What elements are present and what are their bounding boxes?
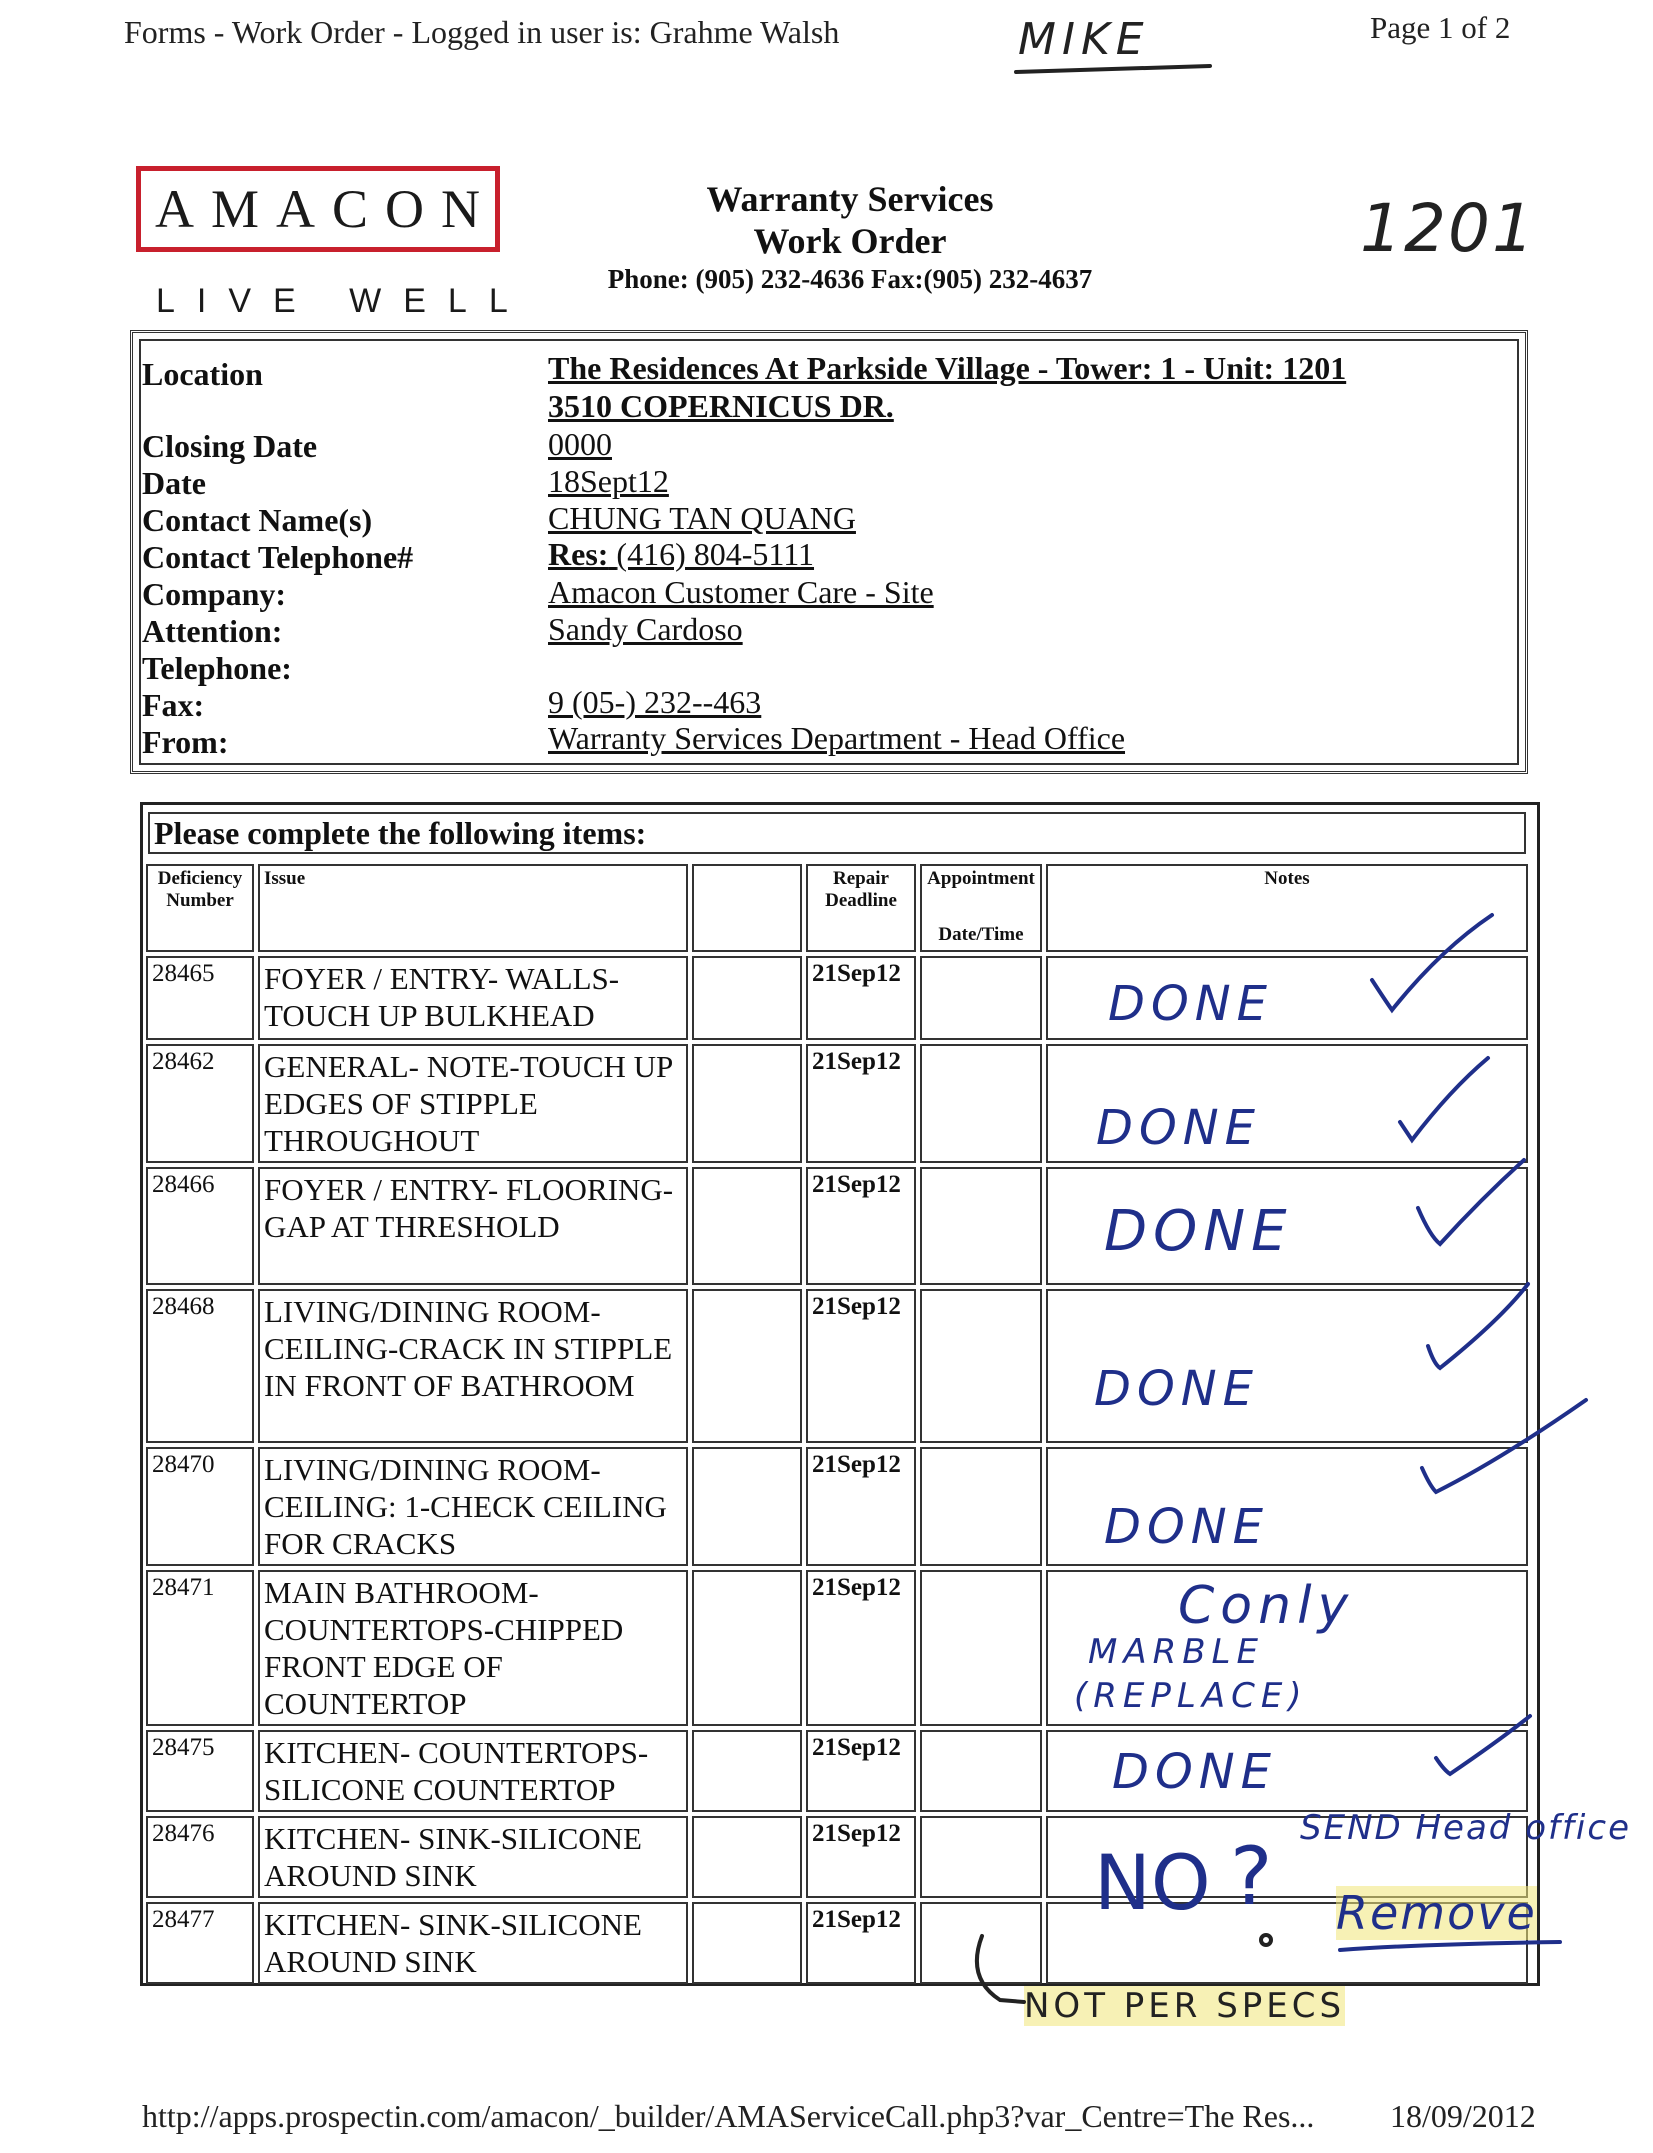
label-closing-date: Closing Date [142,428,318,464]
repair-deadline: 21Sep12 [806,1902,916,1984]
appointment-cell [920,1730,1042,1812]
attention-value: Sandy Cardoso [548,611,743,647]
repair-deadline: 21Sep12 [806,1044,916,1163]
repair-deadline: 21Sep12 [806,956,916,1040]
appointment-cell [920,1044,1042,1163]
contact-phone-number: (416) 804-5111 [616,536,815,572]
issue-text: MAIN BATHROOM- COUNTERTOPS-CHIPPED FRONT EDGE OF COUNTERTOP [258,1570,688,1726]
date-value: 18Sept12 [548,463,669,499]
page-number: Page 1 of 2 [1370,10,1511,45]
handwritten-note: DONE [1094,1361,1259,1417]
header-repair-deadline: Repair Deadline [806,864,916,952]
deficiency-number: 28462 [146,1044,254,1163]
repair-deadline: 21Sep12 [806,1816,916,1898]
notes-cell [1046,1447,1528,1566]
appointment-cell [920,1167,1042,1285]
label-telephone: Telephone: [142,650,292,686]
label-company: Company: [142,576,287,612]
contact-names-value: CHUNG TAN QUANG [548,500,856,536]
notes-cell [1046,1044,1528,1163]
notes-cell [1046,1289,1528,1443]
table-row [146,1447,1528,1566]
issue-text: FOYER / ENTRY- WALLS- TOUCH UP BULKHEAD [258,956,688,1040]
handwritten-send-head-office: SEND Head office [1300,1808,1631,1848]
handwritten-question-mark: ? [1230,1830,1279,1923]
fax-value: 9 (05-) 232--463 [548,684,762,720]
repair-deadline: 21Sep12 [806,1730,916,1812]
header-deficiency: Deficiency Number [146,864,254,952]
deficiency-number: 28466 [146,1167,254,1285]
table-header-row [146,864,1528,952]
handwritten-remove: Remove [1336,1886,1537,1940]
handwritten-no: NO [1094,1838,1211,1927]
issue-text: LIVING/DINING ROOM- CEILING: 1-CHECK CEILING FOR CRACKS [258,1447,688,1566]
blank-cell [692,956,802,1040]
notes-cell [1046,956,1528,1040]
appointment-cell [920,1570,1042,1726]
label-contact-telephone: Contact Telephone# [142,539,414,575]
blank-cell [692,1902,802,1984]
label-fax: Fax: [142,687,205,723]
blank-cell [692,1044,802,1163]
header-issue: Issue [258,864,688,952]
issue-text: FOYER / ENTRY- FLOORING-GAP AT THRESHOLD [258,1167,688,1285]
label-contact-names: Contact Name(s) [142,502,373,538]
location-value: The Residences At Parkside Village - Tower: 1 - Unit: 1201 [548,350,1347,386]
repair-deadline: 21Sep12 [806,1447,916,1566]
handwritten-note: DONE [1104,1499,1269,1555]
blank-cell [692,1730,802,1812]
header-appointment-label: Appointment [927,868,1035,889]
contact-phone-prefix: Res: [548,536,609,572]
blank-cell [692,1167,802,1285]
table-row [146,1902,1528,1984]
notes-cell [1046,1570,1528,1726]
appointment-cell [920,956,1042,1040]
address-value: 3510 COPERNICUS DR. [548,388,894,424]
issue-text: KITCHEN- SINK-SILICONE AROUND SINK [258,1816,688,1898]
issue-text: KITCHEN- SINK-SILICONE AROUND SINK [258,1902,688,1984]
appointment-cell [920,1816,1042,1898]
appointment-cell [920,1289,1042,1443]
table-row [146,1289,1528,1443]
handwritten-note-2: MARBLE [1088,1632,1264,1672]
table-row [146,1044,1528,1163]
blank-cell [692,1816,802,1898]
header-appointment [920,864,1042,952]
form-title: Warranty Services [706,179,994,219]
repair-deadline: 21Sep12 [806,1570,916,1726]
items-title: Please complete the following items: [148,812,1526,854]
deficiency-number: 28475 [146,1730,254,1812]
table-row [146,956,1528,1040]
logo-tagline: LIVE WELL [156,282,530,320]
table-row [146,1167,1528,1285]
deficiency-number: 28471 [146,1570,254,1726]
handwritten-note: DONE [1108,976,1273,1032]
handwritten-note: Conly [1178,1576,1355,1636]
blank-cell [692,1447,802,1566]
deficiency-number: 28470 [146,1447,254,1566]
notes-cell [1046,1167,1528,1285]
from-value: Warranty Services Department - Head Office [548,720,1126,756]
handwritten-note: DONE [1112,1744,1277,1800]
deficiency-number: 28465 [146,956,254,1040]
header-blank [692,864,802,952]
issue-text: GENERAL- NOTE-TOUCH UP EDGES OF STIPPLE THROUGHOUT [258,1044,688,1163]
deficiency-number: 28476 [146,1816,254,1898]
notes-cell [1046,1730,1528,1812]
label-attention: Attention: [142,613,283,649]
logo-wordmark: AMACON [154,179,498,239]
handwritten-unit-number: 1201 [1360,190,1536,267]
label-from: From: [142,724,229,760]
blank-cell [692,1289,802,1443]
print-header-title: Forms - Work Order - Logged in user is: Grahme Walsh [124,14,840,50]
issue-text: LIVING/DINING ROOM- CEILING-CRACK IN STIPPLE IN FRONT OF BATHROOM [258,1289,688,1443]
table-row [146,1570,1528,1726]
underline-stroke [1016,66,1210,72]
contact-phone-value [548,536,814,573]
phone-fax-line: Phone: (905) 232-4636 Fax:(905) 232-4637 [607,264,1093,294]
deficiency-number: 28468 [146,1289,254,1443]
label-date: Date [142,465,206,501]
form-subtitle: Work Order [753,221,947,261]
print-footer-date: 18/09/2012 [1390,2098,1536,2134]
deficiency-number: 28477 [146,1902,254,1984]
issue-text: KITCHEN- COUNTERTOPS- SILICONE COUNTERTOP [258,1730,688,1812]
repair-deadline: 21Sep12 [806,1167,916,1285]
label-location: Location [142,356,263,392]
handwritten-name: MIKE [1018,14,1150,65]
blank-cell [692,1570,802,1726]
handwritten-note: DONE [1104,1199,1293,1264]
repair-deadline: 21Sep12 [806,1289,916,1443]
handwritten-note: DONE [1096,1100,1261,1156]
appointment-cell [920,1447,1042,1566]
table-row [146,1730,1528,1812]
company-value: Amacon Customer Care - Site [548,574,934,610]
header-appointment-sub: Date/Time [938,924,1024,945]
handwritten-not-per-specs: NOT PER SPECS [1024,1986,1346,2026]
appointment-cell [920,1902,1042,1984]
closing-date-value: 0000 [548,426,612,462]
handwritten-note-3: (REPLACE) [1074,1676,1308,1716]
header-notes: Notes [1046,864,1528,952]
print-footer-url: http://apps.prospectin.com/amacon/_builder/AMAServiceCall.php3?var_Centre=The Res... [142,2098,1315,2134]
